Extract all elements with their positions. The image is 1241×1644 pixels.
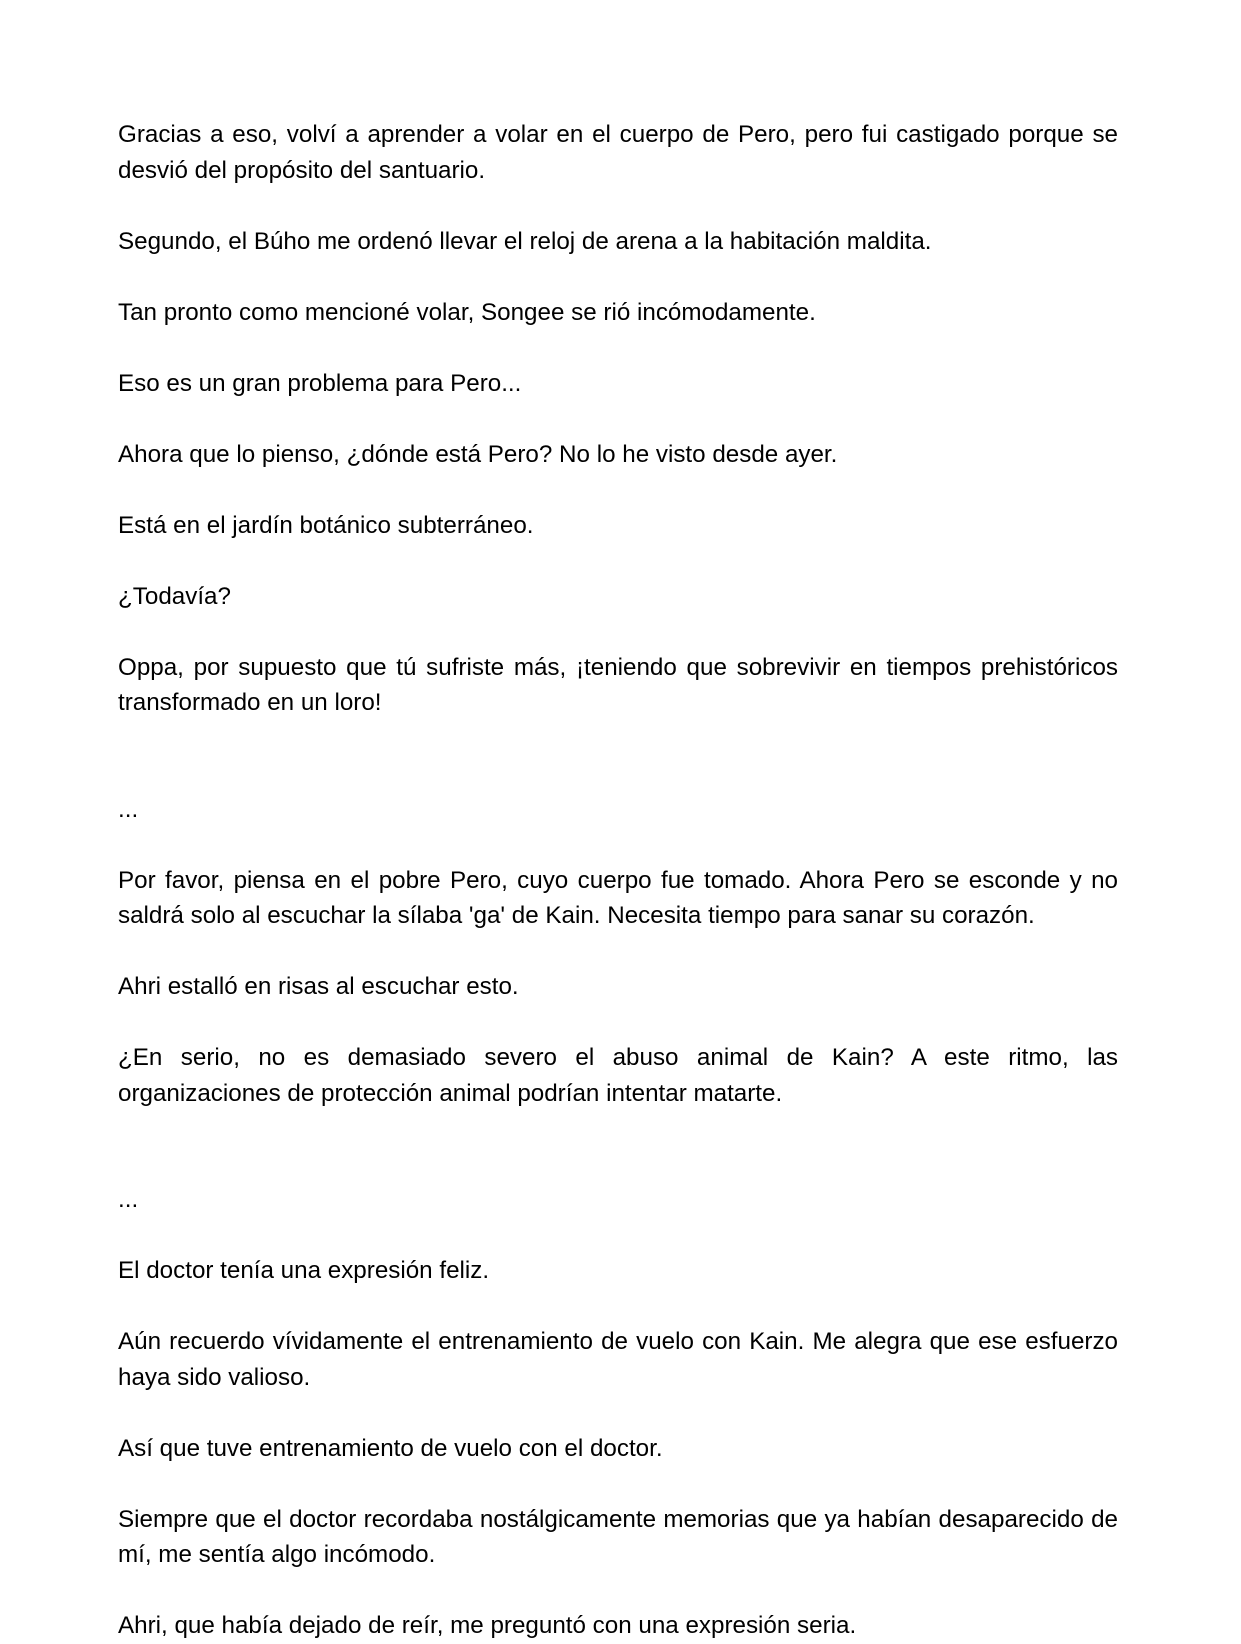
paragraph: Tan pronto como mencioné volar, Songee se rió incómodamente. [118,298,816,326]
paragraph: Eso es un gran problema para Pero... [118,369,522,397]
paragraph: Así que tuve entrenamiento de vuelo con el doctor. [118,1434,663,1462]
paragraph: ¿Todavía? [118,582,231,610]
ellipsis-paragraph: ... [118,795,139,823]
paragraph: Ahora que lo pienso, ¿dónde está Pero? No lo he visto desde ayer. [118,440,838,468]
paragraph: Gracias a eso, volví a aprender a volar en el cuerpo de Pero, pero fui castigado porque se desvió del propósito del santuario. [118,121,1118,184]
paragraph: Segundo, el Búho me ordenó llevar el reloj de arena a la habitación maldita. [118,227,932,255]
paragraph: Por favor, piensa en el pobre Pero, cuyo cuerpo fue tomado. Ahora Pero se esconde y no saldrá solo al escuchar la sílaba 'ga' de Kain. Necesita tiempo para sanar su corazón. [118,866,1118,929]
document-page [118,117,1118,1644]
paragraph: El doctor tenía una expresión feliz. [118,1257,490,1284]
ellipsis-paragraph: ... [118,1186,139,1213]
paragraph: Oppa, por supuesto que tú sufriste más, ¡teniendo que sobrevivir en tiempos prehistóricos transformado en un loro! [118,653,1118,716]
paragraph: Ahri, que había dejado de reír, me preguntó con una expresión seria. [118,1612,857,1639]
paragraph: ¿En serio, no es demasiado severo el abuso animal de Kain? A este ritmo, las organizaciones de protección animal podrían intentar matarte. [118,1044,1118,1107]
paragraph: Ahri estalló en risas al escuchar esto. [118,973,519,1000]
paragraph: Está en el jardín botánico subterráneo. [118,511,534,539]
paragraph: Aún recuerdo vívidamente el entrenamiento de vuelo con Kain. Me alegra que ese esfuerzo haya sido valioso. [118,1328,1118,1391]
paragraph: Siempre que el doctor recordaba nostálgicamente memorias que ya habían desaparecido de mí, me sentía algo incómodo. [118,1505,1118,1568]
